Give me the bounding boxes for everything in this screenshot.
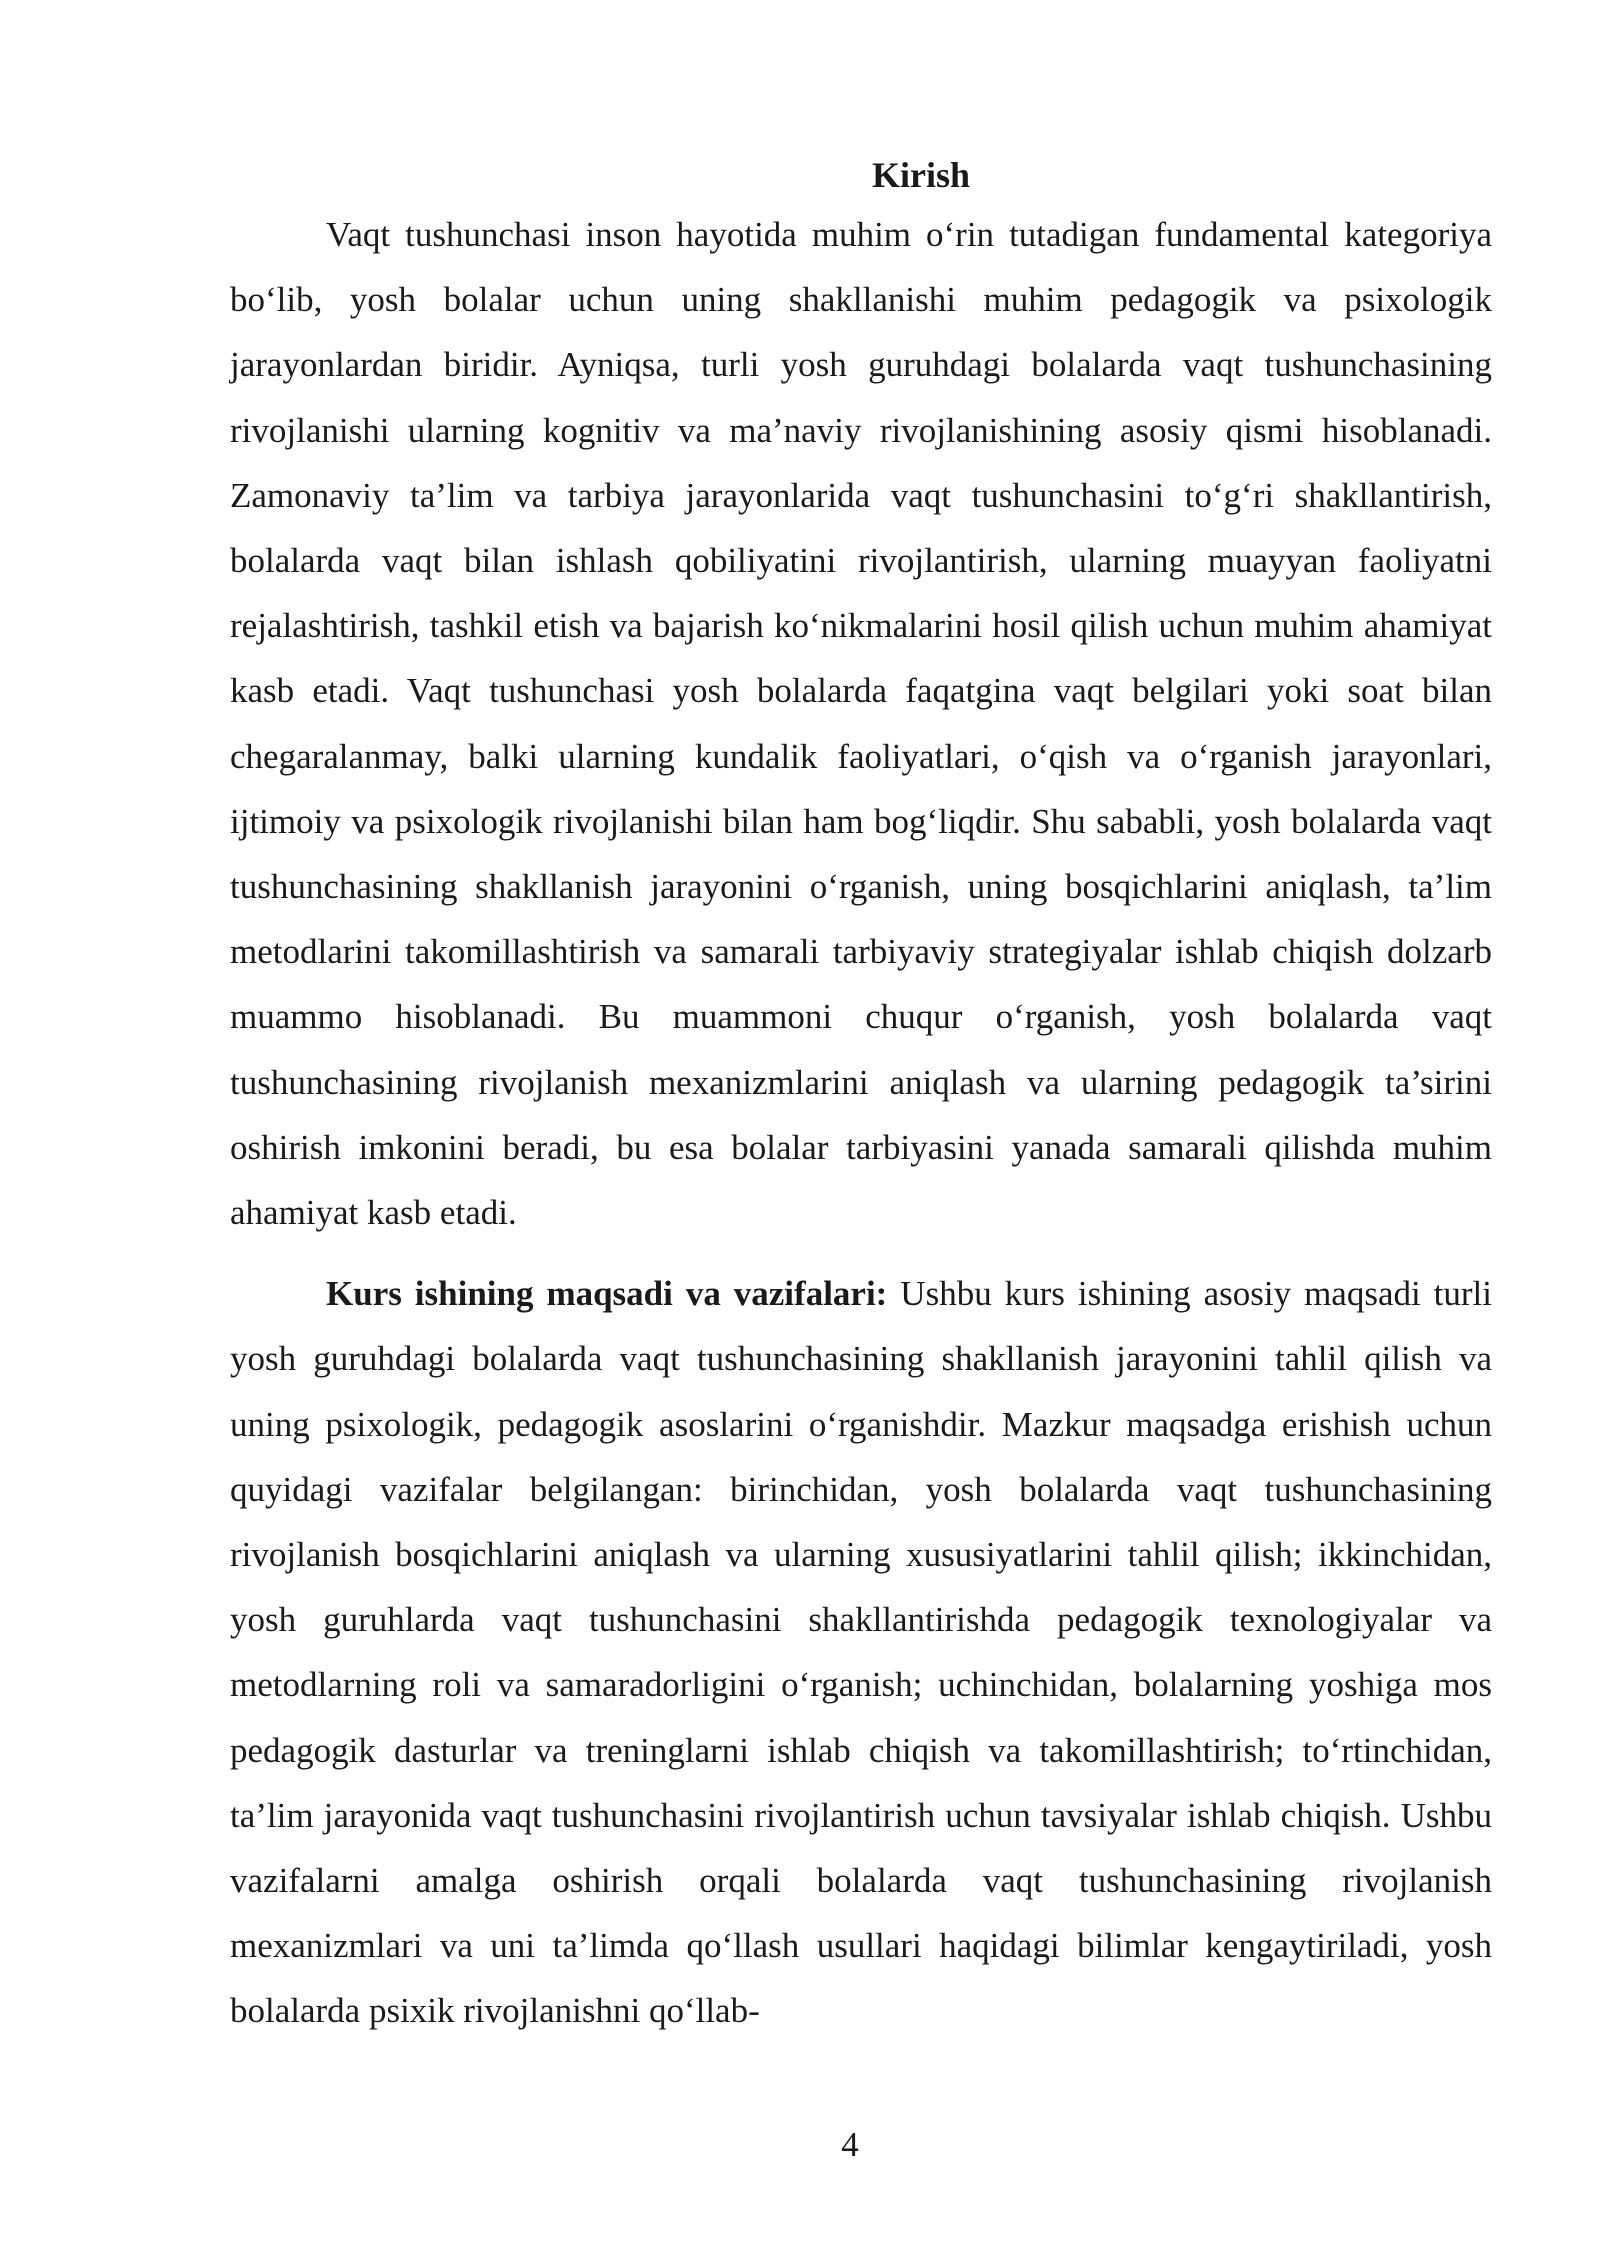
paragraph-goals-text: Ushbu kurs ishining asosiy maqsadi turli yosh guruhdagi bolalarda vaqt tushunchasining shakllanish jarayonini tahlil qilish va uning psixologik, pedagogik asoslarini o‘rganishdir. Mazkur maqsadga erishish uchun quyidagi vazifalar belgilangan: birinchidan, yosh bolalarda vaqt tushunchasining rivojlanish bosqichlarini aniqlash va ularning xususiyatlarini tahlil qilish; ikkinchidan, yosh guruhlarda vaqt tushunchasini shakllantirishda pedagogik texnologiyalar va metodlarning roli va samaradorligini o‘rganish; uchinchidan, bolalarning yoshiga mos pedagogik dasturlar va treninglarni ishlab chiqish va takomillashtirish; to‘rtinchidan, ta’lim jarayonida vaqt tushunchasini rivojlantirish uchun tavsiyalar ishlab chiqish. Ushbu vazifalarni amalga oshirish orqali bolalarda vaqt tushunchasining rivojlanish mexanizmlari va uni ta’limda qo‘llash usullari haqidagi bilimlar kengaytiriladi, yosh bolalarda psixik rivojlanishni qo‘llab- [230,1274,1492,2031]
paragraph-intro [230,202,1492,1245]
section-title: Kirish [871,155,970,195]
page-content [230,140,1492,2044]
paragraph-intro-text: Vaqt tushunchasi inson hayotida muhim o‘rin tutadigan fundamental kategoriya bo‘lib, yosh bolalar uchun uning shakllanishi muhim pedagogik va psixologik jarayonlardan biridir. Ayniqsa, turli yosh guruhdagi bolalarda vaqt tushunchasining rivojlanishi ularning kognitiv va ma’naviy rivojlanishining asosiy qismi hisoblanadi. Zamonaviy ta’lim va tarbiya jarayonlarida vaqt tushunchasini to‘g‘ri shakllantirish, bolalarda vaqt bilan ishlash qobiliyatini rivojlantirish, ularning muayyan faoliyatni rejalashtirish, tashkil etish va bajarish ko‘nikmalarini hosil qilish uchun muhim ahamiyat kasb etadi. Vaqt tushunchasi yosh bolalarda faqatgina vaqt belgilari yoki soat bilan chegaralanmay, balki ularning kundalik faoliyatlari, o‘qish va o‘rganish jarayonlari, ijtimoiy va psixologik rivojlanishi bilan ham bog‘liqdir. Shu sababli, yosh bolalarda vaqt tushunchasining shakllanish jarayonini o‘rganish, uning bosqichlarini aniqlash, ta’lim metodlarini takomillashtirish va samarali tarbiyaviy strategiyalar ishlab chiqish dolzarb muammo hisoblanadi. Bu muammoni chuqur o‘rganish, yosh bolalarda vaqt tushunchasining rivojlanish mexanizmlarini aniqlash va ularning pedagogik ta’sirini oshirish imkonini beradi, bu esa bolalar tarbiyasini yanada samarali qilishda muhim ahamiyat kasb etadi. [230,215,1492,1233]
paragraph-goals-lead: Kurs ishining maqsadi va vazifalari: [326,1274,888,1314]
page-number: 4 [841,2125,859,2164]
paragraph-goals [230,1261,1492,2043]
